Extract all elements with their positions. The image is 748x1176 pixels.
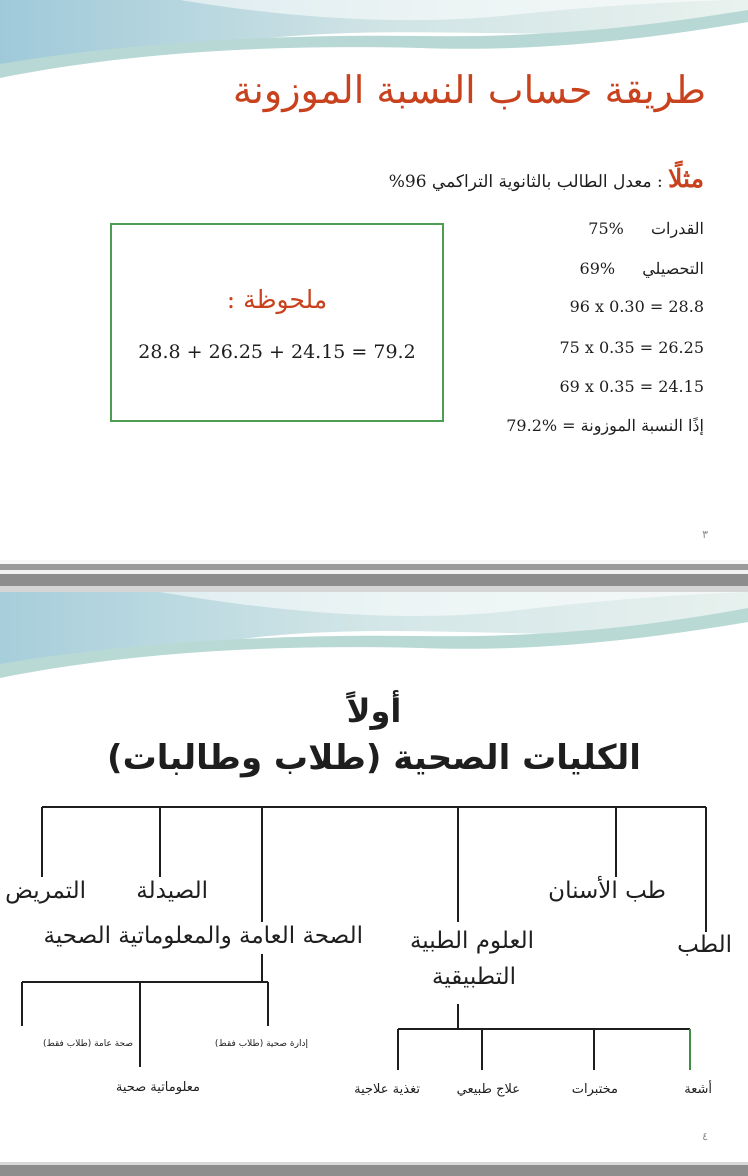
branch-public-health: الصحة العامة والمعلوماتية الصحية	[43, 923, 363, 949]
note-formula: 28.8 + 26.25 + 24.15 = 79.2	[138, 341, 416, 363]
note-box	[110, 223, 444, 422]
calculation-1: 96 x 0.30 = 28.8	[569, 297, 704, 316]
branch-pharmacy: الصيدلة	[136, 878, 208, 904]
achievement-value: 69%	[579, 259, 616, 278]
section-title: الكليات الصحية (طلاب وطالبات)	[107, 738, 641, 778]
abilities-value: 75%	[588, 219, 624, 238]
abilities-label: القدرات	[650, 219, 704, 238]
college-tree-lines	[0, 592, 748, 1162]
bottom-border	[0, 1162, 748, 1176]
branch-dentistry: طب الأسنان	[548, 878, 666, 904]
note-title: ملحوظة :	[226, 285, 328, 314]
achievement-label: التحصيلي	[642, 259, 704, 278]
example-line	[389, 164, 704, 193]
sub-public-health-male: صحة عامة (طلاب فقط)	[42, 1039, 133, 1049]
branch-applied-sciences-line1: العلوم الطبية	[409, 928, 534, 954]
slide-weighted-percentage	[0, 0, 748, 560]
result-value: 79.2%	[506, 416, 558, 435]
sub-laboratories: مختبرات	[571, 1082, 618, 1097]
section-number-heading: أولاً	[346, 692, 402, 730]
sub-physiotherapy: علاج طبيعي	[456, 1082, 520, 1097]
sub-therapeutic-nutrition: تغذية علاجية	[354, 1082, 420, 1097]
page-number: ٣	[702, 528, 708, 541]
sub-radiology: أشعة	[684, 1082, 712, 1097]
result-label: إذًا النسبة الموزونة =	[562, 416, 704, 435]
calculation-2: 75 x 0.35 = 26.25	[559, 338, 704, 357]
result-row	[506, 416, 704, 435]
slide-health-colleges	[0, 592, 748, 1162]
page-number: ٤	[702, 1130, 708, 1143]
example-text: : معدل الطالب بالثانوية التراكمي 96%	[388, 172, 663, 192]
branch-medicine: الطب	[677, 932, 732, 958]
achievement-row	[580, 259, 704, 278]
branch-nursing: التمريض	[5, 878, 86, 904]
example-keyword: مثلًا	[668, 164, 704, 193]
sub-health-informatics: معلوماتية صحية	[115, 1080, 200, 1095]
calculation-3: 69 x 0.35 = 24.15	[559, 377, 704, 396]
page-title: طريقة حساب النسبة الموزونة	[232, 68, 706, 112]
branch-applied-sciences-line2: التطبيقية	[432, 964, 516, 990]
slide-separator	[0, 560, 748, 592]
sub-health-admin: إدارة صحية (طلاب فقط)	[214, 1039, 308, 1049]
abilities-row	[588, 219, 704, 238]
